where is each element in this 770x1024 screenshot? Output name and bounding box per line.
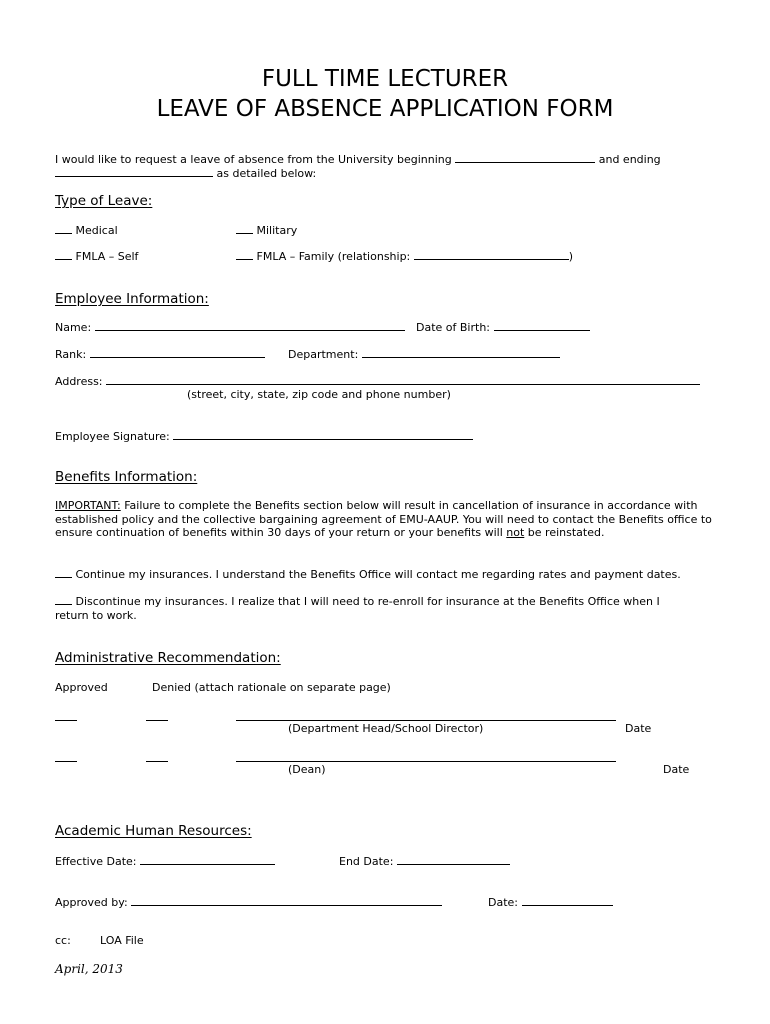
dept-head-signature-field[interactable] <box>236 720 616 721</box>
fmla-family-checkbox[interactable] <box>236 249 253 260</box>
intro-line2 <box>55 166 316 181</box>
end-date-row <box>339 854 510 869</box>
cc-value: LOA File <box>100 934 144 947</box>
employee-info-heading: Employee Information: <box>55 291 209 307</box>
fmla-self-label: FMLA – Self <box>75 250 139 263</box>
fmla-family-close: ) <box>568 250 574 263</box>
benefits-heading: Benefits Information: <box>55 469 198 485</box>
military-label: Military <box>256 224 298 237</box>
admin-recommendation-heading: Administrative Recommendation: <box>55 650 281 666</box>
address-field[interactable] <box>106 374 700 385</box>
fmla-family-label: FMLA – Family (relationship: <box>256 250 411 263</box>
important-text-2: be reinstated. <box>524 526 605 540</box>
rank-label: Rank: <box>55 348 87 361</box>
name-row <box>55 320 405 335</box>
intro-text-1: I would like to request a leave of absence from the University beginning <box>55 153 452 166</box>
dean-signature-field[interactable] <box>236 761 616 762</box>
academic-hr-heading: Academic Human Resources: <box>55 823 252 839</box>
type-of-leave-heading: Type of Leave: <box>55 193 153 209</box>
approved-by-field[interactable] <box>131 895 442 906</box>
continue-option <box>55 567 681 582</box>
medical-checkbox[interactable] <box>55 223 72 234</box>
dept-head-date-label: Date <box>625 722 652 735</box>
leave-begin-date-field[interactable] <box>455 152 595 163</box>
dept-head-label: (Department Head/School Director) <box>288 722 484 735</box>
address-row <box>55 374 700 389</box>
name-label: Name: <box>55 321 92 334</box>
discontinue-checkbox[interactable] <box>55 594 72 605</box>
dept-denied-checkbox[interactable] <box>146 720 168 721</box>
benefits-important-paragraph <box>55 499 715 540</box>
continue-checkbox[interactable] <box>55 567 72 578</box>
approved-by-label: Approved by: <box>55 896 128 909</box>
end-date-field[interactable] <box>397 854 510 865</box>
medical-option <box>55 223 118 238</box>
name-field[interactable] <box>95 320 405 331</box>
rank-row <box>55 347 265 362</box>
important-text-1: Failure to complete the Benefits section below will result in cancellation of insurance in accordance with established policy and the collective bargaining agreement of EMU-AAUP. You will need to contact the Benefits office to ensure continuation of benefits within 30 days of your return or your benefits will <box>55 499 712 540</box>
intro-text-3: as detailed below: <box>216 167 317 180</box>
important-label: IMPORTANT: <box>55 499 121 512</box>
intro-line1 <box>55 152 661 167</box>
dob-row <box>416 320 590 335</box>
effective-date-label: Effective Date: <box>55 855 137 868</box>
end-date-label: End Date: <box>339 855 394 868</box>
leave-end-date-field[interactable] <box>55 166 213 177</box>
rank-field[interactable] <box>90 347 265 358</box>
ahr-date-field[interactable] <box>522 895 613 906</box>
discontinue-option <box>55 594 695 622</box>
fmla-family-option <box>236 249 573 264</box>
ahr-date-row <box>488 895 613 910</box>
department-row <box>288 347 560 362</box>
employee-signature-row <box>55 429 473 444</box>
approved-label: Approved <box>55 681 108 694</box>
relationship-field[interactable] <box>414 249 569 260</box>
dean-date-label: Date <box>663 763 690 776</box>
footer-date: April, 2013 <box>55 962 123 976</box>
continue-label: Continue my insurances. I understand the Benefits Office will contact me regarding rates and payment dates. <box>75 568 681 581</box>
address-label: Address: <box>55 375 103 388</box>
approved-by-row <box>55 895 442 910</box>
medical-label: Medical <box>75 224 118 237</box>
effective-date-row <box>55 854 275 869</box>
employee-signature-label: Employee Signature: <box>55 430 170 443</box>
form-title-line2: LEAVE OF ABSENCE APPLICATION FORM <box>156 96 614 122</box>
ahr-date-label: Date: <box>488 896 518 909</box>
cc-label: cc: <box>55 934 71 947</box>
fmla-self-checkbox[interactable] <box>55 249 72 260</box>
dean-denied-checkbox[interactable] <box>146 761 168 762</box>
employee-signature-field[interactable] <box>173 429 473 440</box>
form-title-line1: FULL TIME LECTURER <box>261 66 509 92</box>
address-note: (street, city, state, zip code and phone number) <box>187 388 451 401</box>
intro-text-2: and ending <box>598 153 661 166</box>
important-not: not <box>506 526 525 540</box>
dean-approved-checkbox[interactable] <box>55 761 77 762</box>
denied-label: Denied (attach rationale on separate page) <box>152 681 391 694</box>
dob-label: Date of Birth: <box>416 321 491 334</box>
fmla-self-option <box>55 249 138 264</box>
dean-label: (Dean) <box>288 763 326 776</box>
discontinue-label: Discontinue my insurances. I realize that I will need to re-enroll for insurance at the Benefits Office when I return to work. <box>55 595 660 622</box>
effective-date-field[interactable] <box>140 854 275 865</box>
department-field[interactable] <box>362 347 560 358</box>
department-label: Department: <box>288 348 359 361</box>
military-option <box>236 223 297 238</box>
dob-field[interactable] <box>494 320 590 331</box>
dept-approved-checkbox[interactable] <box>55 720 77 721</box>
military-checkbox[interactable] <box>236 223 253 234</box>
